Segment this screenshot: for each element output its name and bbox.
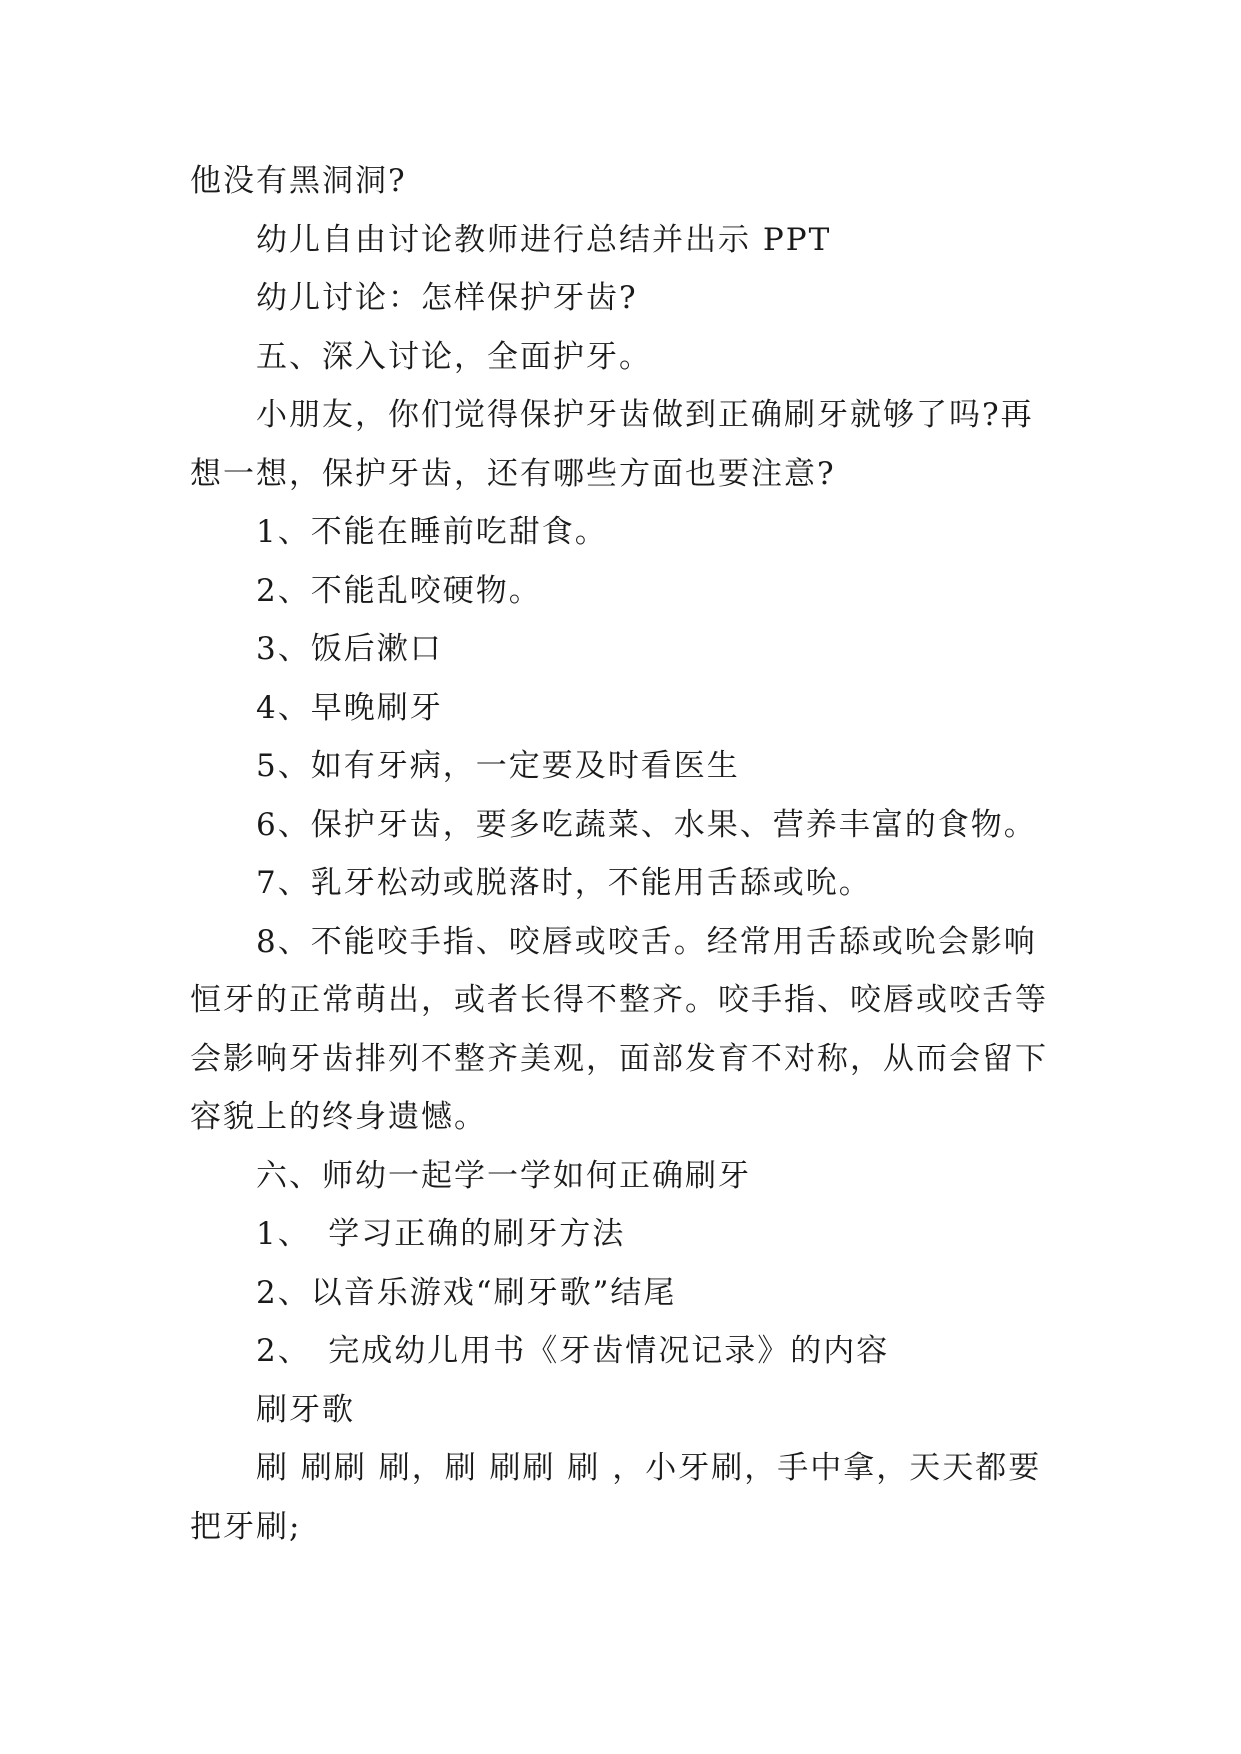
section-heading: 六、师幼一起学一学如何正确刷牙 — [256, 1157, 751, 1194]
paragraph: 他没有黑洞洞? — [190, 163, 407, 199]
list-item: 8、不能咬手指、咬唇或咬舌。经常用舌舔或吮会影响恒牙的正常萌出，或者长得不整齐。咬手指、咬唇或咬舌等会影响牙齿排列不整齐美观，面部发育不对称，从而会留下容貌上的终身遗憾。 — [190, 923, 1048, 1135]
paragraph: 幼儿讨论：怎样保护牙齿? — [256, 280, 638, 316]
list-item: 2、不能乱咬硬物。 — [256, 572, 542, 609]
list-item: 2、以音乐游戏“刷牙歌”结尾 — [256, 1274, 677, 1311]
list-item: 2、 完成幼儿用书《牙齿情况记录》的内容 — [256, 1333, 890, 1369]
section-heading: 五、深入讨论，全面护牙。 — [256, 338, 652, 375]
list-item: 4、早晚刷牙 — [256, 689, 443, 726]
song-lyrics: 刷 刷刷 刷，刷 刷刷 刷 ，小牙刷，手中拿，天天都要把牙刷; — [190, 1450, 1042, 1545]
paragraph: 小朋友，你们觉得保护牙齿做到正确刷牙就够了吗?再想一想，保护牙齿，还有哪些方面也要注意? — [190, 397, 1034, 492]
list-item: 3、饭后漱口 — [256, 631, 443, 667]
song-title: 刷牙歌 — [256, 1391, 355, 1428]
list-item: 5、如有牙病，一定要及时看医生 — [256, 748, 740, 784]
list-item: 7、乳牙松动或脱落时，不能用舌舔或吮。 — [256, 865, 872, 901]
list-item: 6、保护牙齿，要多吃蔬菜、水果、营养丰富的食物。 — [256, 806, 1037, 843]
list-item: 1、 学习正确的刷牙方法 — [256, 1216, 626, 1252]
list-item: 1、不能在睡前吃甜食。 — [256, 514, 608, 550]
paragraph: 幼儿自由讨论教师进行总结并出示 PPT — [256, 221, 832, 258]
document-body — [190, 152, 1060, 1556]
